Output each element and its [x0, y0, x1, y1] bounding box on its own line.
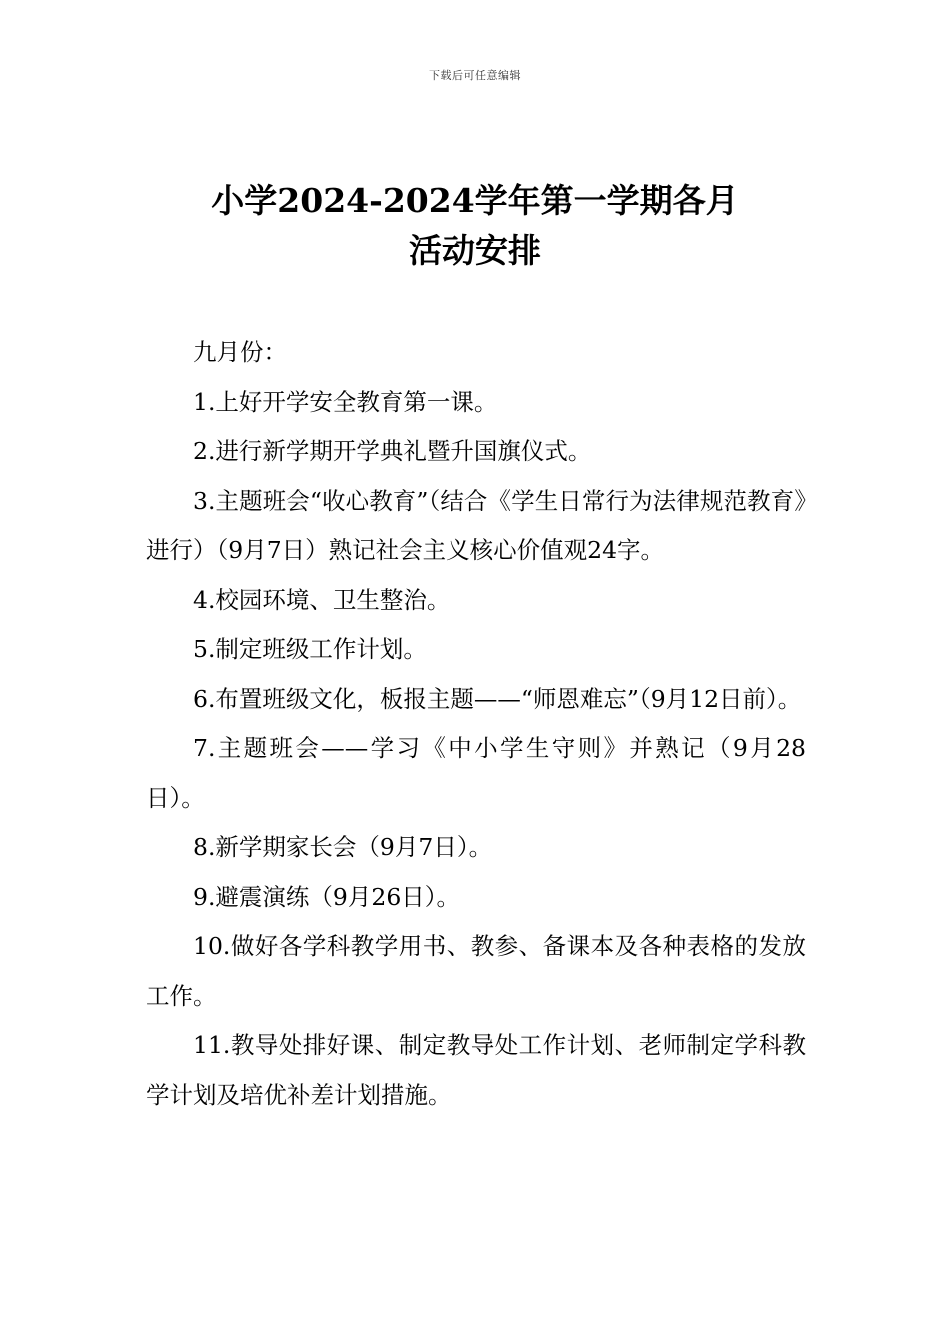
list-item: 11.教导处排好课、制定教导处工作计划、老师制定学科教学计划及培优补差计划措施。 — [146, 1031, 806, 1109]
list-item: 9.避震演练（9月26日）。 — [193, 882, 461, 911]
list-item: 7.主题班会——学习《中小学生守则》并熟记（9月28日）。 — [146, 734, 806, 812]
list-item: 6.布置班级文化，板报主题——“师恩难忘”（9月12日前）。 — [193, 684, 802, 713]
list-item: 5.制定班级工作计划。 — [193, 635, 427, 663]
document-title — [0, 176, 950, 276]
list-item: 10.做好各学科教学用书、教参、备课本及各种表格的发放工作。 — [146, 932, 806, 1010]
title-line-2: 活动安排 — [409, 231, 541, 270]
list-item: 8.新学期家长会（9月7日）。 — [193, 833, 493, 861]
list-item: 4.校园环境、卫生整治。 — [193, 585, 451, 614]
document-body — [146, 328, 806, 1120]
list-item: 3.主题班会“收心教育”（结合《学生日常行为法律规范教育》进行）（9月7日）熟记社会主义核心价值观24字。 — [146, 486, 806, 564]
list-item: 1.上好开学安全教育第一课。 — [193, 387, 498, 416]
title-line-1: 小学2024-2024学年第一学期各月 — [211, 181, 739, 220]
header-note: 下载后可任意编辑 — [429, 69, 521, 82]
list-item: 2.进行新学期开学典礼暨升国旗仪式。 — [193, 437, 592, 465]
month-heading: 九月份： — [193, 338, 287, 366]
